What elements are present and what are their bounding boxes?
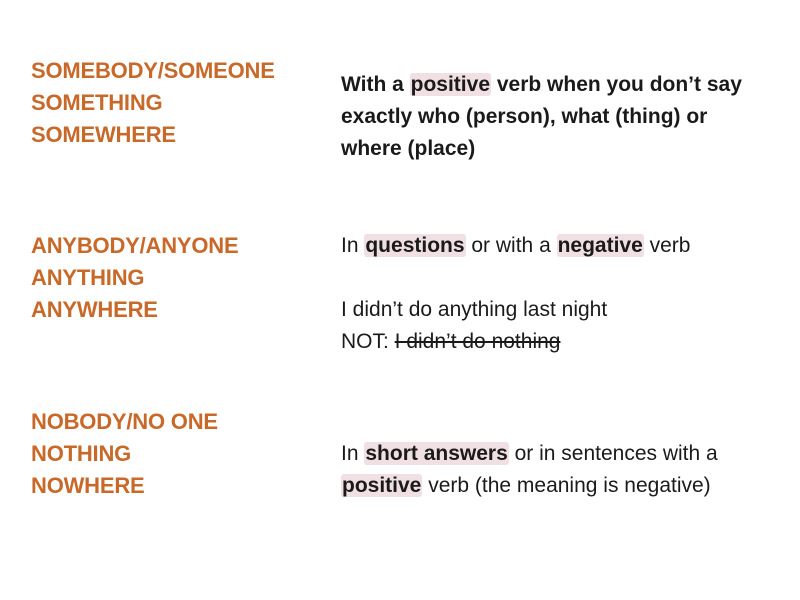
explanation-line — [341, 438, 791, 470]
highlight-questions: questions — [365, 234, 465, 257]
some-explanation — [341, 69, 791, 165]
highlight-negative: negative — [557, 234, 643, 257]
keyword-somebody: SOMEBODY/SOMEONE — [31, 58, 275, 83]
highlight-positive: positive — [342, 474, 422, 497]
spacer — [341, 262, 791, 294]
text-segment: verb — [643, 234, 691, 257]
text-segment: In — [341, 234, 365, 257]
text-segment: verb when you don’t say — [491, 73, 742, 96]
explanation-line — [341, 69, 791, 101]
example-sentence: I didn’t do anything last night — [341, 298, 608, 321]
text-segment: With a — [341, 73, 410, 96]
keyword-anywhere: ANYWHERE — [31, 297, 158, 322]
explanation-line: exactly who (person), what (thing) or — [341, 105, 708, 128]
text-segment: or in sentences with a — [508, 442, 718, 465]
highlight-positive: positive — [410, 73, 490, 96]
any-explanation — [341, 230, 791, 358]
text-segment: verb (the meaning is negative) — [422, 474, 711, 497]
explanation-line — [341, 470, 791, 502]
not-example — [341, 326, 791, 358]
keyword-anything: ANYTHING — [31, 265, 145, 290]
not-label: NOT: — [341, 330, 395, 353]
text-segment: or with a — [465, 234, 557, 257]
no-explanation — [341, 438, 791, 502]
some-words — [31, 55, 321, 151]
no-words — [31, 406, 321, 502]
text-segment: In — [341, 442, 365, 465]
explanation-line: where (place) — [341, 137, 476, 160]
highlight-short-answers: short answers — [365, 442, 508, 465]
keyword-something: SOMETHING — [31, 90, 163, 115]
keyword-nowhere: NOWHERE — [31, 473, 145, 498]
keyword-nobody: NOBODY/NO ONE — [31, 409, 218, 434]
any-words — [31, 230, 321, 326]
explanation-line — [341, 230, 791, 262]
keyword-somewhere: SOMEWHERE — [31, 122, 176, 147]
keyword-anybody: ANYBODY/ANYONE — [31, 233, 239, 258]
struck-example: I didn’t do nothing — [394, 330, 561, 353]
keyword-nothing: NOTHING — [31, 441, 132, 466]
